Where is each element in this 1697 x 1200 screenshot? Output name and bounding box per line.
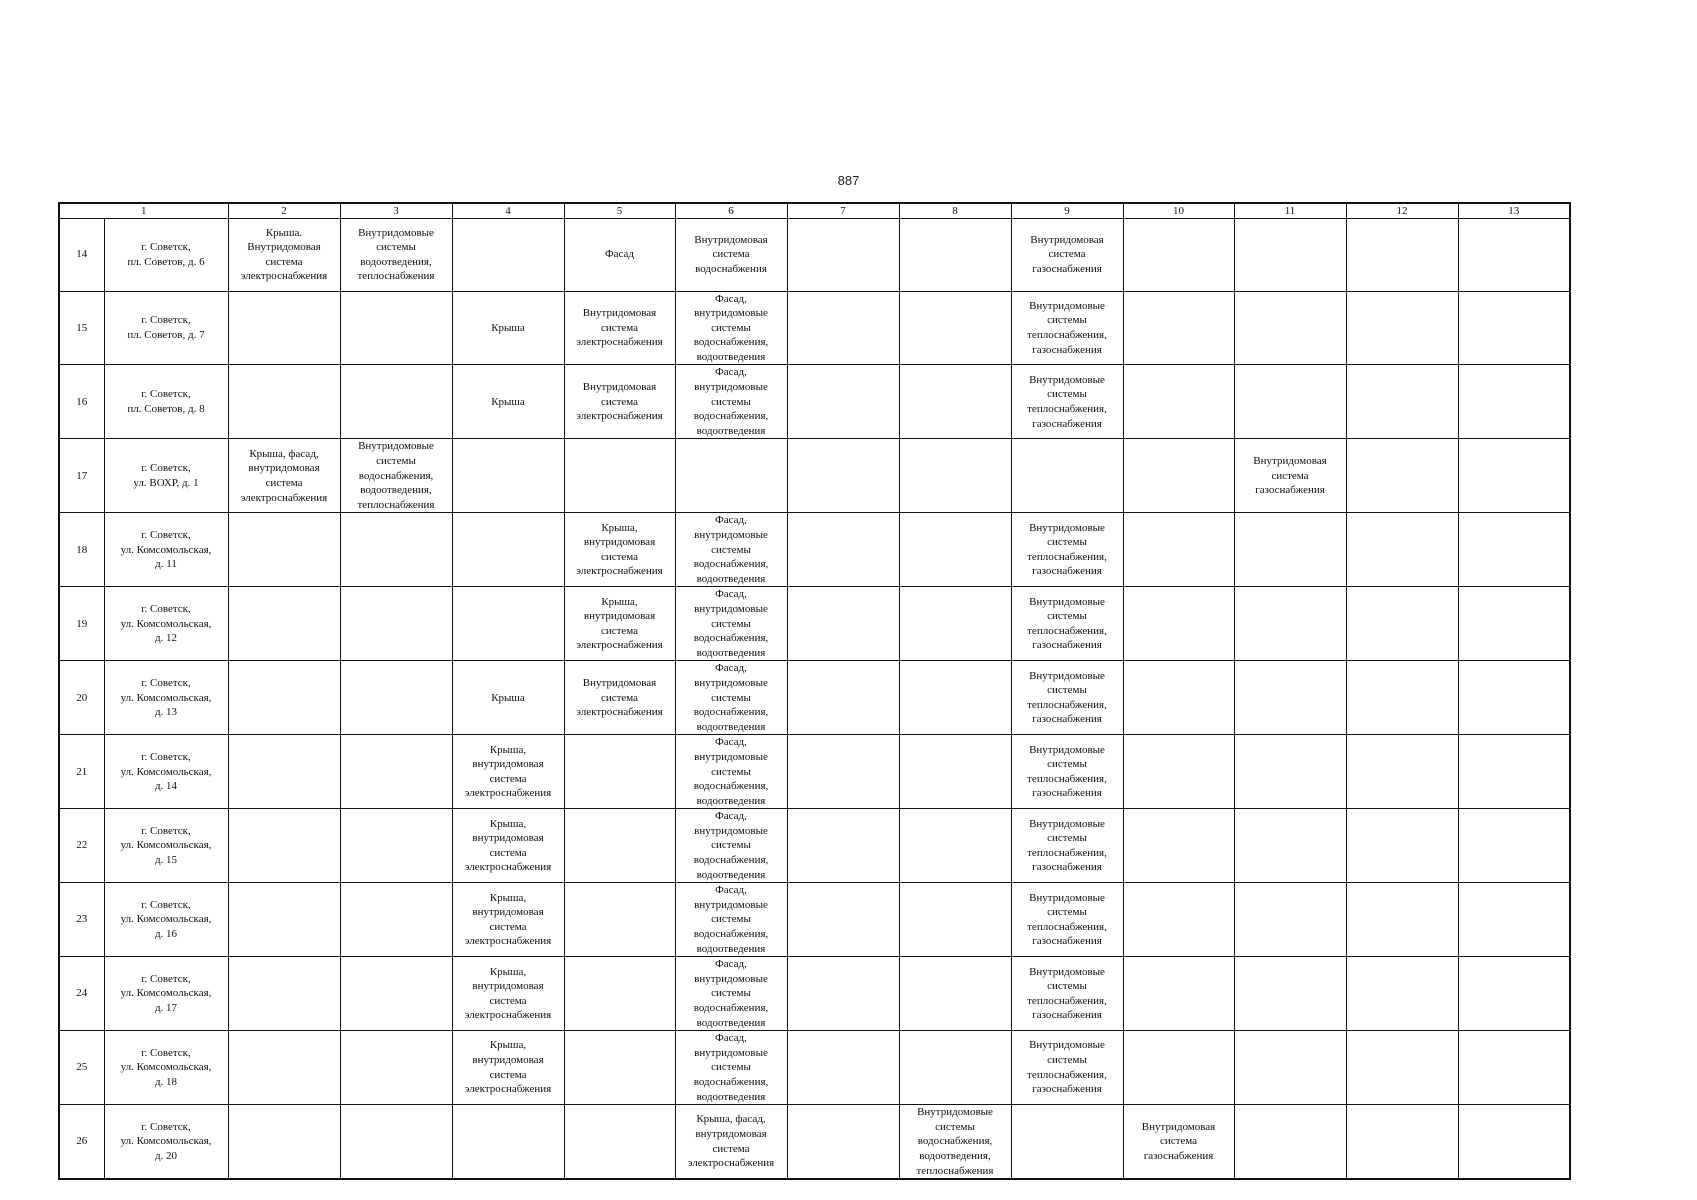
- work-cell-col-12: [1346, 957, 1458, 1031]
- work-cell-col-8: [899, 735, 1011, 809]
- work-cell-col-3: [340, 809, 452, 883]
- work-cell-col-4: Крыша: [452, 661, 564, 735]
- row-number: 15: [59, 291, 104, 365]
- row-number: 18: [59, 513, 104, 587]
- work-cell-col-10: [1123, 439, 1234, 513]
- table-body: [59, 219, 1570, 1180]
- work-cell-col-12: [1346, 291, 1458, 365]
- work-cell-col-3: [340, 735, 452, 809]
- work-cell-col-2: Крыша, фасад, внутридомовая система электроснабжения: [228, 439, 340, 513]
- row-number: 26: [59, 1105, 104, 1179]
- work-cell-col-5: Внутридомовая система электроснабжения: [564, 291, 675, 365]
- work-cell-col-11: [1234, 365, 1346, 439]
- work-cell-col-3: [340, 661, 452, 735]
- work-cell-col-9: Внутридомовые системы теплоснабжения, газоснабжения: [1011, 1031, 1123, 1105]
- address-cell: г. Советск, пл. Советов, д. 6: [104, 219, 228, 292]
- work-cell-col-3: [340, 957, 452, 1031]
- work-cell-col-12: [1346, 883, 1458, 957]
- work-cell-col-13: [1458, 735, 1570, 809]
- work-cell-col-5: [564, 883, 675, 957]
- work-cell-col-13: [1458, 219, 1570, 292]
- work-cell-col-6: Фасад, внутридомовые системы водоснабжения, водоотведения: [675, 1031, 787, 1105]
- address-cell: г. Советск, ул. Комсомольская, д. 20: [104, 1105, 228, 1179]
- work-cell-col-4: Крыша: [452, 291, 564, 365]
- work-cell-col-5: [564, 1031, 675, 1105]
- work-cell-col-12: [1346, 365, 1458, 439]
- work-cell-col-9: Внутридомовые системы теплоснабжения, газоснабжения: [1011, 661, 1123, 735]
- table-row: [59, 219, 1570, 292]
- work-cell-col-3: [340, 587, 452, 661]
- address-cell: г. Советск, ул. Комсомольская, д. 11: [104, 513, 228, 587]
- work-cell-col-3: [340, 1031, 452, 1105]
- work-cell-col-10: [1123, 219, 1234, 292]
- table-row: [59, 513, 1570, 587]
- column-header-11: 11: [1234, 203, 1346, 219]
- work-cell-col-11: [1234, 219, 1346, 292]
- column-header-9: 9: [1011, 203, 1123, 219]
- work-cell-col-7: [787, 957, 899, 1031]
- work-cell-col-10: [1123, 809, 1234, 883]
- work-cell-col-5: Внутридомовая система электроснабжения: [564, 365, 675, 439]
- work-cell-col-10: Внутридомовая система газоснабжения: [1123, 1105, 1234, 1179]
- row-number: 19: [59, 587, 104, 661]
- table-row: [59, 809, 1570, 883]
- work-cell-col-11: [1234, 809, 1346, 883]
- work-cell-col-9: Внутридомовые системы теплоснабжения, газоснабжения: [1011, 291, 1123, 365]
- work-cell-col-12: [1346, 587, 1458, 661]
- work-cell-col-8: [899, 1031, 1011, 1105]
- table-row: [59, 291, 1570, 365]
- work-cell-col-9: Внутридомовые системы теплоснабжения, газоснабжения: [1011, 587, 1123, 661]
- work-cell-col-3: [340, 365, 452, 439]
- work-cell-col-2: [228, 883, 340, 957]
- work-cell-col-8: [899, 957, 1011, 1031]
- work-cell-col-4: Крыша: [452, 365, 564, 439]
- work-cell-col-10: [1123, 883, 1234, 957]
- address-cell: г. Советск, ул. Комсомольская, д. 12: [104, 587, 228, 661]
- address-cell: г. Советск, пл. Советов, д. 8: [104, 365, 228, 439]
- work-cell-col-6: Фасад, внутридомовые системы водоснабжения, водоотведения: [675, 365, 787, 439]
- work-cell-col-8: [899, 513, 1011, 587]
- work-cell-col-12: [1346, 219, 1458, 292]
- header-row: [59, 203, 1570, 219]
- table-row: [59, 1105, 1570, 1179]
- work-cell-col-5: Фасад: [564, 219, 675, 292]
- column-header-5: 5: [564, 203, 675, 219]
- work-cell-col-12: [1346, 1105, 1458, 1179]
- work-cell-col-8: [899, 809, 1011, 883]
- work-cell-col-13: [1458, 957, 1570, 1031]
- table-row: [59, 1031, 1570, 1105]
- table-row: [59, 735, 1570, 809]
- work-cell-col-8: [899, 291, 1011, 365]
- work-cell-col-6: [675, 439, 787, 513]
- work-cell-col-5: [564, 957, 675, 1031]
- work-cell-col-13: [1458, 809, 1570, 883]
- work-cell-col-10: [1123, 291, 1234, 365]
- work-cell-col-4: Крыша, внутридомовая система электроснабжения: [452, 809, 564, 883]
- address-cell: г. Советск, ул. Комсомольская, д. 18: [104, 1031, 228, 1105]
- row-number: 14: [59, 219, 104, 292]
- table-row: [59, 883, 1570, 957]
- work-cell-col-5: Внутридомовая система электроснабжения: [564, 661, 675, 735]
- work-cell-col-9: Внутридомовые системы теплоснабжения, газоснабжения: [1011, 735, 1123, 809]
- column-header-2: 2: [228, 203, 340, 219]
- work-cell-col-13: [1458, 439, 1570, 513]
- work-cell-col-13: [1458, 291, 1570, 365]
- row-number: 23: [59, 883, 104, 957]
- address-cell: г. Советск, ул. ВОХР, д. 1: [104, 439, 228, 513]
- work-cell-col-10: [1123, 365, 1234, 439]
- work-cell-col-8: [899, 365, 1011, 439]
- address-cell: г. Советск, ул. Комсомольская, д. 17: [104, 957, 228, 1031]
- work-cell-col-8: [899, 883, 1011, 957]
- work-cell-col-13: [1458, 1031, 1570, 1105]
- row-number: 22: [59, 809, 104, 883]
- page-number: 887: [837, 173, 860, 188]
- work-cell-col-2: [228, 291, 340, 365]
- column-header-3: 3: [340, 203, 452, 219]
- work-cell-col-7: [787, 735, 899, 809]
- work-cell-col-5: [564, 1105, 675, 1179]
- work-cell-col-9: Внутридомовые системы теплоснабжения, газоснабжения: [1011, 365, 1123, 439]
- work-cell-col-11: [1234, 1031, 1346, 1105]
- work-cell-col-7: [787, 439, 899, 513]
- column-header-1: 1: [59, 203, 228, 219]
- work-cell-col-10: [1123, 1031, 1234, 1105]
- work-cell-col-9: Внутридомовые системы теплоснабжения, газоснабжения: [1011, 809, 1123, 883]
- work-cell-col-13: [1458, 661, 1570, 735]
- work-cell-col-5: [564, 735, 675, 809]
- address-cell: г. Советск, пл. Советов, д. 7: [104, 291, 228, 365]
- work-cell-col-2: [228, 661, 340, 735]
- table-row: [59, 365, 1570, 439]
- column-header-12: 12: [1346, 203, 1458, 219]
- work-cell-col-7: [787, 365, 899, 439]
- work-cell-col-3: [340, 883, 452, 957]
- work-cell-col-9: Внутридомовые системы теплоснабжения, газоснабжения: [1011, 957, 1123, 1031]
- work-cell-col-4: [452, 1105, 564, 1179]
- work-cell-col-12: [1346, 513, 1458, 587]
- column-header-4: 4: [452, 203, 564, 219]
- work-cell-col-6: Крыша, фасад, внутридомовая система электроснабжения: [675, 1105, 787, 1179]
- work-cell-col-2: Крыша. Внутридомовая система электроснабжения: [228, 219, 340, 292]
- work-cell-col-9: [1011, 1105, 1123, 1179]
- work-cell-col-11: [1234, 587, 1346, 661]
- work-cell-col-11: [1234, 513, 1346, 587]
- work-cell-col-4: [452, 219, 564, 292]
- column-header-10: 10: [1123, 203, 1234, 219]
- work-cell-col-7: [787, 219, 899, 292]
- work-cell-col-5: [564, 809, 675, 883]
- work-cell-col-2: [228, 735, 340, 809]
- work-cell-col-7: [787, 1031, 899, 1105]
- work-cell-col-4: [452, 587, 564, 661]
- work-cell-col-12: [1346, 735, 1458, 809]
- work-cell-col-13: [1458, 883, 1570, 957]
- work-cell-col-10: [1123, 661, 1234, 735]
- work-cell-col-13: [1458, 513, 1570, 587]
- work-cell-col-2: [228, 587, 340, 661]
- work-cell-col-10: [1123, 587, 1234, 661]
- work-cell-col-2: [228, 513, 340, 587]
- work-cell-col-10: [1123, 957, 1234, 1031]
- work-cell-col-6: Фасад, внутридомовые системы водоснабжения, водоотведения: [675, 809, 787, 883]
- repair-schedule-table: [58, 202, 1571, 1180]
- row-number: 16: [59, 365, 104, 439]
- work-cell-col-9: Внутридомовая система газоснабжения: [1011, 219, 1123, 292]
- work-cell-col-5: Крыша, внутридомовая система электроснабжения: [564, 513, 675, 587]
- work-cell-col-4: Крыша, внутридомовая система электроснабжения: [452, 1031, 564, 1105]
- table-row: [59, 661, 1570, 735]
- work-cell-col-4: Крыша, внутридомовая система электроснабжения: [452, 735, 564, 809]
- address-cell: г. Советск, ул. Комсомольская, д. 15: [104, 809, 228, 883]
- work-cell-col-3: [340, 1105, 452, 1179]
- work-cell-col-3: Внутридомовые системы водоснабжения, водоотведения, теплоснабжения: [340, 439, 452, 513]
- work-cell-col-4: Крыша, внутридомовая система электроснабжения: [452, 957, 564, 1031]
- work-cell-col-8: [899, 219, 1011, 292]
- work-cell-col-12: [1346, 661, 1458, 735]
- work-cell-col-7: [787, 587, 899, 661]
- work-cell-col-9: [1011, 439, 1123, 513]
- work-cell-col-13: [1458, 587, 1570, 661]
- row-number: 25: [59, 1031, 104, 1105]
- work-cell-col-7: [787, 809, 899, 883]
- work-cell-col-5: [564, 439, 675, 513]
- work-cell-col-6: Фасад, внутридомовые системы водоснабжения, водоотведения: [675, 661, 787, 735]
- work-cell-col-2: [228, 957, 340, 1031]
- column-header-8: 8: [899, 203, 1011, 219]
- table-row: [59, 957, 1570, 1031]
- column-header-13: 13: [1458, 203, 1570, 219]
- work-cell-col-8: [899, 661, 1011, 735]
- work-cell-col-8: [899, 587, 1011, 661]
- work-cell-col-6: Фасад, внутридомовые системы водоснабжения, водоотведения: [675, 291, 787, 365]
- table-header: [59, 203, 1570, 219]
- row-number: 17: [59, 439, 104, 513]
- column-header-7: 7: [787, 203, 899, 219]
- row-number: 24: [59, 957, 104, 1031]
- address-cell: г. Советск, ул. Комсомольская, д. 16: [104, 883, 228, 957]
- work-cell-col-7: [787, 883, 899, 957]
- work-cell-col-6: Фасад, внутридомовые системы водоснабжения, водоотведения: [675, 735, 787, 809]
- table-row: [59, 587, 1570, 661]
- work-cell-col-9: Внутридомовые системы теплоснабжения, газоснабжения: [1011, 883, 1123, 957]
- work-cell-col-13: [1458, 365, 1570, 439]
- work-cell-col-4: [452, 513, 564, 587]
- work-cell-col-11: [1234, 661, 1346, 735]
- work-cell-col-7: [787, 513, 899, 587]
- address-cell: г. Советск, ул. Комсомольская, д. 13: [104, 661, 228, 735]
- work-cell-col-3: [340, 291, 452, 365]
- work-cell-col-7: [787, 661, 899, 735]
- work-cell-col-10: [1123, 513, 1234, 587]
- work-cell-col-12: [1346, 439, 1458, 513]
- work-cell-col-11: [1234, 957, 1346, 1031]
- work-cell-col-2: [228, 1105, 340, 1179]
- work-cell-col-8: [899, 439, 1011, 513]
- work-cell-col-2: [228, 1031, 340, 1105]
- work-cell-col-7: [787, 291, 899, 365]
- row-number: 20: [59, 661, 104, 735]
- work-cell-col-13: [1458, 1105, 1570, 1179]
- work-cell-col-11: [1234, 883, 1346, 957]
- work-cell-col-11: [1234, 1105, 1346, 1179]
- address-cell: г. Советск, ул. Комсомольская, д. 14: [104, 735, 228, 809]
- column-header-6: 6: [675, 203, 787, 219]
- work-cell-col-3: Внутридомовые системы водоотведения, теплоснабжения: [340, 219, 452, 292]
- work-cell-col-6: Фасад, внутридомовые системы водоснабжения, водоотведения: [675, 587, 787, 661]
- work-cell-col-11: [1234, 735, 1346, 809]
- work-cell-col-12: [1346, 809, 1458, 883]
- work-cell-col-2: [228, 809, 340, 883]
- work-cell-col-6: Внутридомовая система водоснабжения: [675, 219, 787, 292]
- work-cell-col-5: Крыша, внутридомовая система электроснабжения: [564, 587, 675, 661]
- work-cell-col-8: Внутридомовые системы водоснабжения, водоотведения, теплоснабжения: [899, 1105, 1011, 1179]
- work-cell-col-12: [1346, 1031, 1458, 1105]
- work-cell-col-3: [340, 513, 452, 587]
- work-cell-col-7: [787, 1105, 899, 1179]
- work-cell-col-6: Фасад, внутридомовые системы водоснабжения, водоотведения: [675, 883, 787, 957]
- work-cell-col-9: Внутридомовые системы теплоснабжения, газоснабжения: [1011, 513, 1123, 587]
- table-row: [59, 439, 1570, 513]
- work-cell-col-4: [452, 439, 564, 513]
- work-cell-col-11: Внутридомовая система газоснабжения: [1234, 439, 1346, 513]
- row-number: 21: [59, 735, 104, 809]
- work-cell-col-6: Фасад, внутридомовые системы водоснабжения, водоотведения: [675, 957, 787, 1031]
- work-cell-col-11: [1234, 291, 1346, 365]
- work-cell-col-4: Крыша, внутридомовая система электроснабжения: [452, 883, 564, 957]
- work-cell-col-10: [1123, 735, 1234, 809]
- work-cell-col-6: Фасад, внутридомовые системы водоснабжения, водоотведения: [675, 513, 787, 587]
- work-cell-col-2: [228, 365, 340, 439]
